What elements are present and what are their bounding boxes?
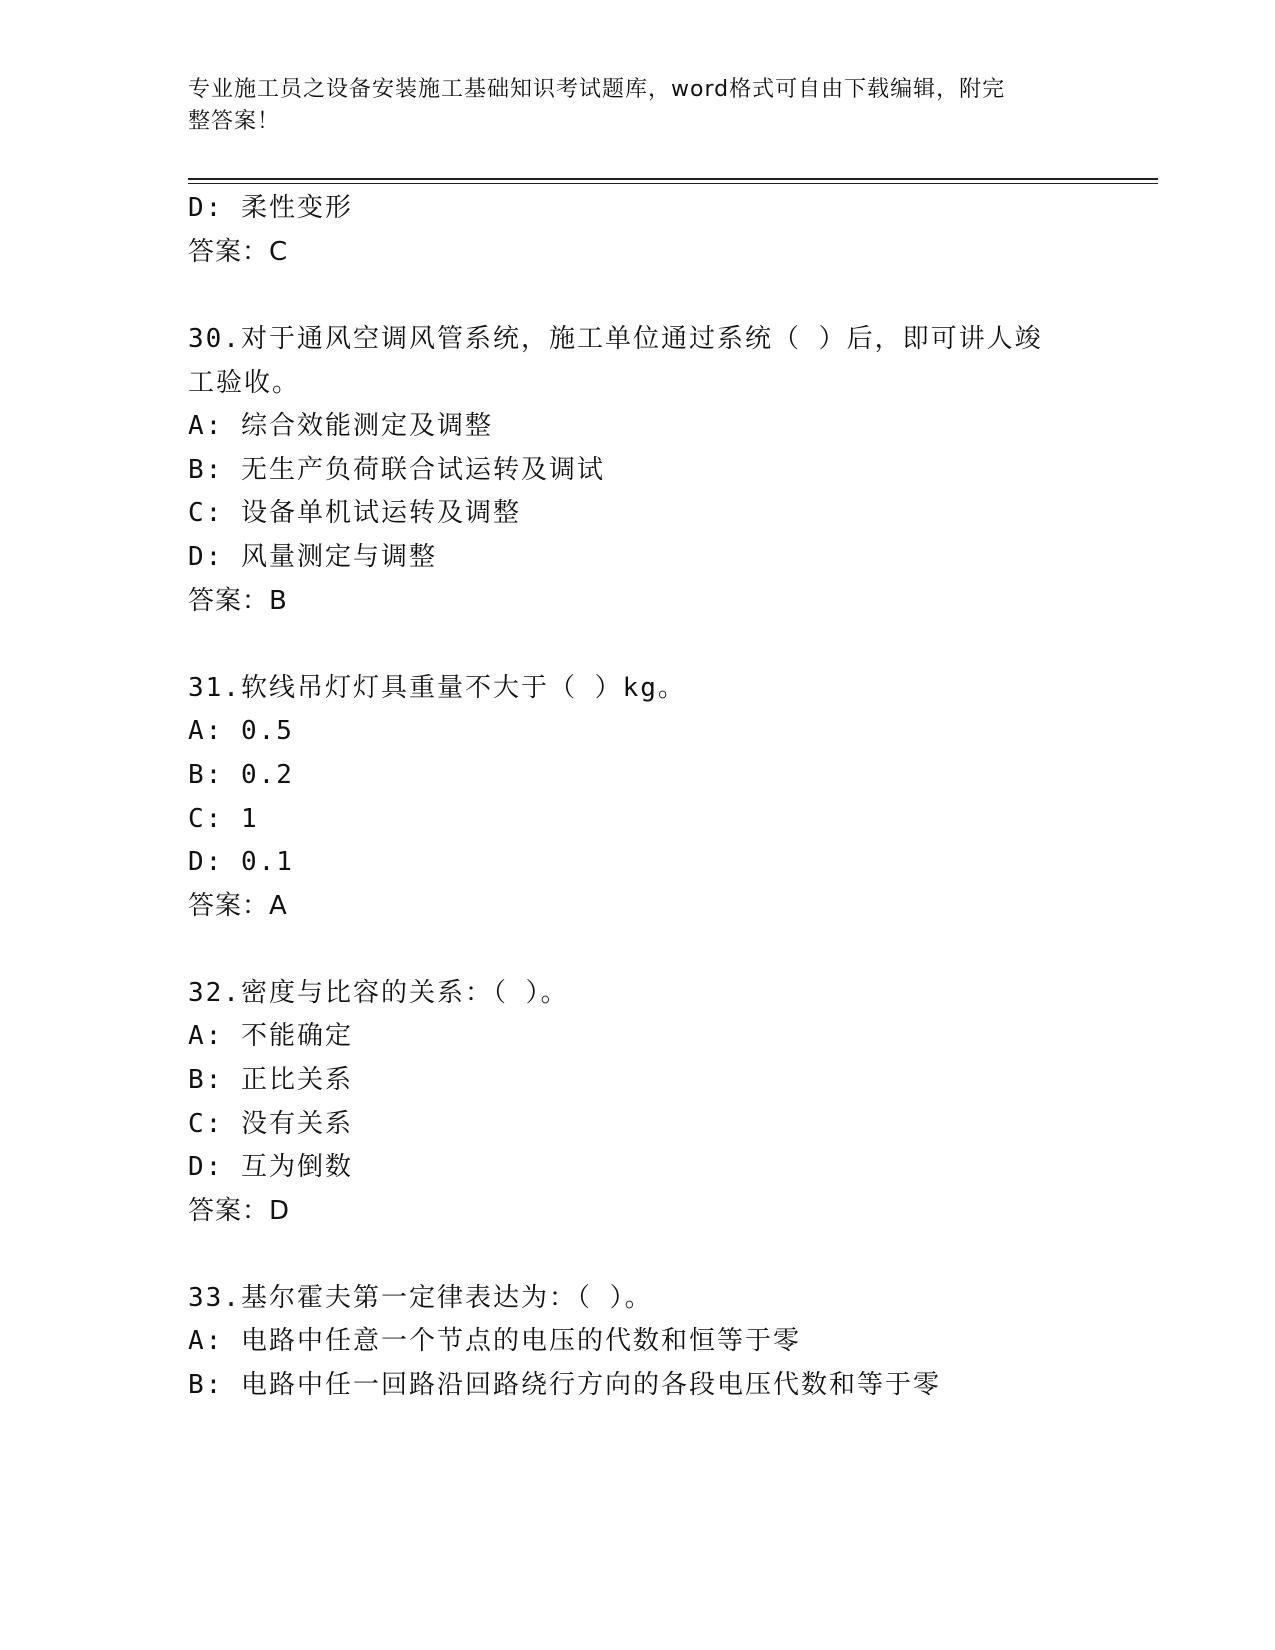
q30-option-c: C: 设备单机试运转及调整 — [188, 498, 521, 528]
q33-option-a: A: 电路中任意一个节点的电压的代数和恒等于零 — [188, 1326, 801, 1356]
q31-text-line1: 31.软线吊灯灯具重量不大于（ ）kg。 — [188, 673, 686, 703]
prev-answer: 答案：C — [188, 237, 289, 267]
q32-option-d: D: 互为倒数 — [188, 1152, 353, 1182]
q30-option-d: D: 风量测定与调整 — [188, 542, 437, 572]
q31-option-b: B: 0.2 — [188, 760, 294, 790]
header-rule-thick — [188, 178, 1158, 180]
q30-option-a: A: 综合效能测定及调整 — [188, 411, 493, 441]
q31-option-c: C: 1 — [188, 804, 259, 834]
header-line-1: 专业施工员之设备安装施工基础知识考试题库，word格式可自由下载编辑，附完 — [188, 77, 1006, 102]
q30-text-line1: 30.对于通风空调风管系统，施工单位通过系统（ ）后，即可讲人竣 — [188, 324, 1043, 354]
q30-text-line2: 工验收。 — [188, 368, 301, 398]
q32-option-c: C: 没有关系 — [188, 1109, 353, 1139]
q32-answer: 答案：D — [188, 1196, 291, 1226]
q31-answer: 答案：A — [188, 891, 288, 921]
q32-option-a: A: 不能确定 — [188, 1021, 353, 1051]
q33-text-line1: 33.基尔霍夫第一定律表达为：（ ）。 — [188, 1283, 653, 1313]
q30-answer: 答案：B — [188, 586, 288, 616]
q32-option-b: B: 正比关系 — [188, 1065, 353, 1095]
q33-option-b: B: 电路中任一回路沿回路绕行方向的各段电压代数和等于零 — [188, 1370, 941, 1400]
q30-option-b: B: 无生产负荷联合试运转及调试 — [188, 455, 605, 485]
q31-option-d: D: 0.1 — [188, 847, 294, 877]
header-line-2: 整答案！ — [188, 109, 281, 134]
q32-text-line1: 32.密度与比容的关系：（ ）。 — [188, 978, 569, 1008]
q31-option-a: A: 0.5 — [188, 716, 294, 746]
document-header — [188, 74, 1068, 138]
prev-option-d: D: 柔性变形 — [188, 193, 353, 223]
header-rule-thin — [188, 183, 1158, 184]
